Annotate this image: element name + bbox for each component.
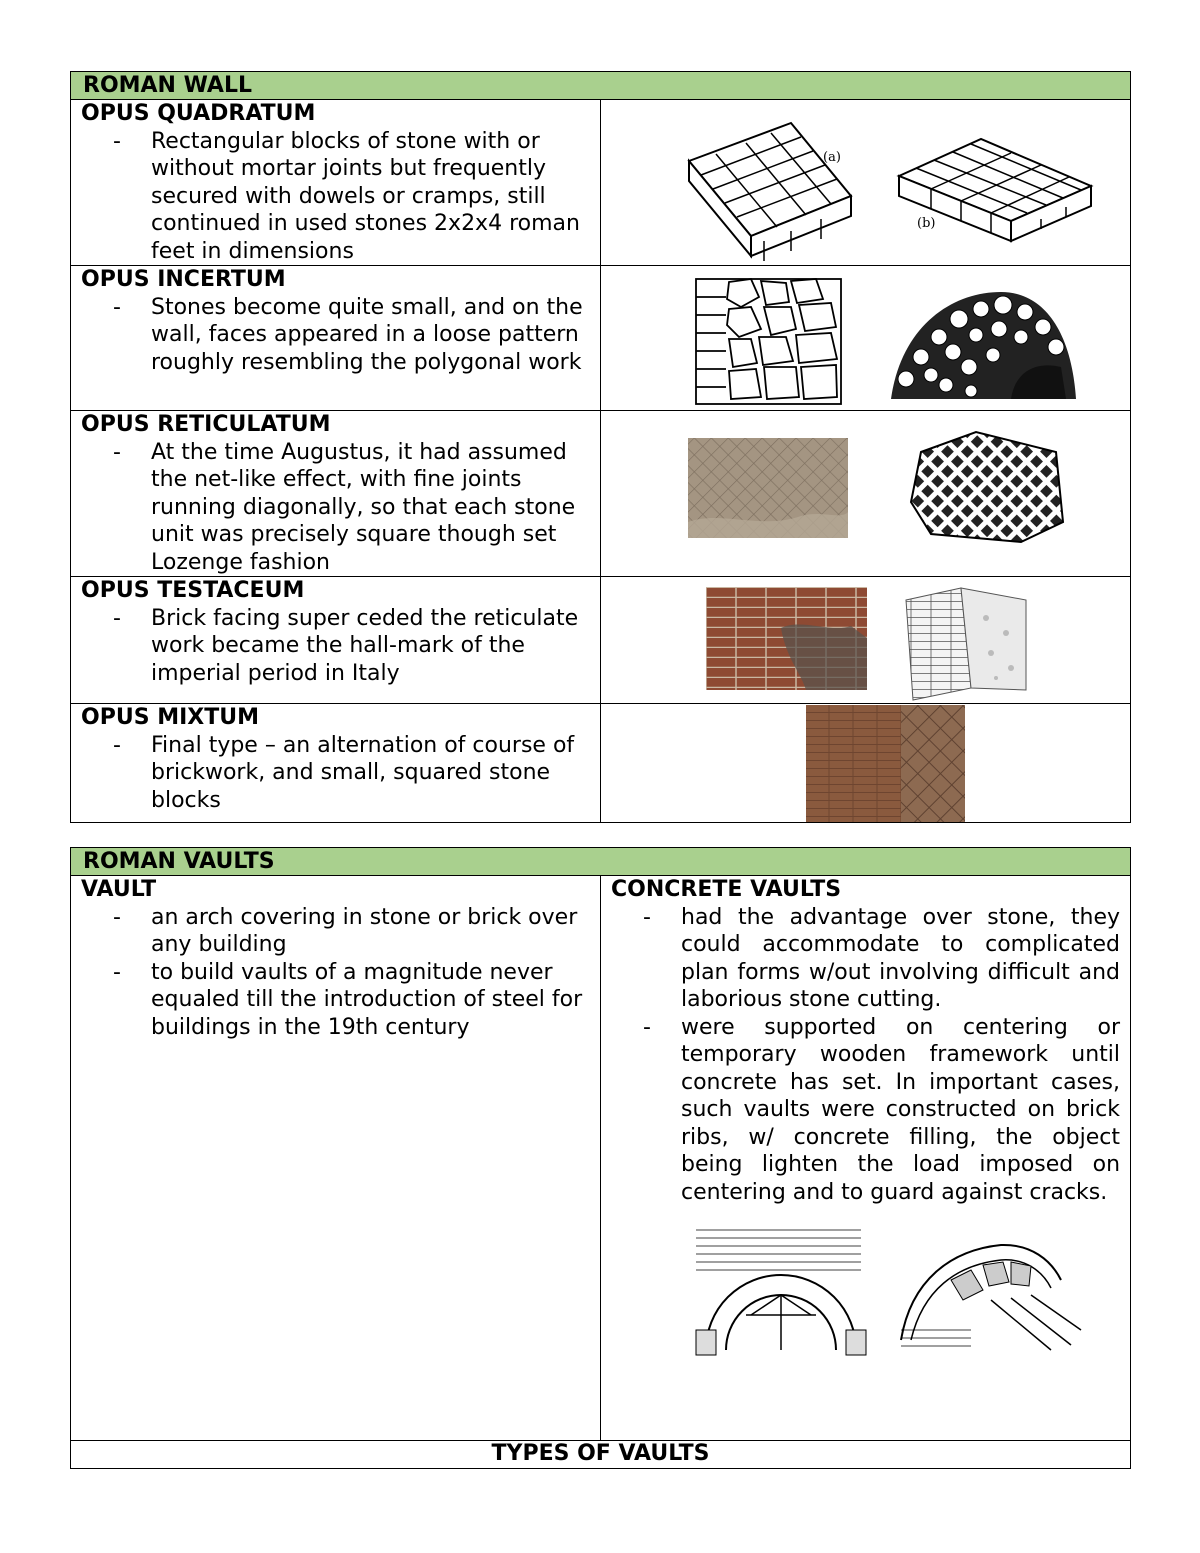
wall-row-quadratum xyxy=(71,100,1131,266)
concrete-vaults-title: CONCRETE VAULTS xyxy=(611,877,842,902)
wall-image-cell xyxy=(601,704,1131,823)
wall-text-cell xyxy=(71,704,601,823)
bullet: - an arch covering in stone or brick over any building xyxy=(113,904,590,959)
wall-image-cell xyxy=(601,411,1131,577)
roman-vaults-table xyxy=(70,847,1131,1469)
roman-vaults-header: ROMAN VAULTS xyxy=(71,848,1131,876)
reticulatum-drawing xyxy=(911,432,1063,542)
bullet: - Final type – an alternation of course of brickwork, and small, squared stone blocks xyxy=(113,732,590,815)
row-title: OPUS QUADRATUM xyxy=(81,101,316,126)
wall-image-cell xyxy=(601,100,1131,266)
types-of-vaults-title: TYPES OF VAULTS xyxy=(71,1441,1131,1469)
row-title: OPUS MIXTUM xyxy=(81,705,259,730)
brick-rib-vault-drawing xyxy=(901,1245,1081,1350)
bullet: - had the advantage over stone, they could accommodate to complicated plan forms w/out involving difficult and laborious stone cutting. xyxy=(643,904,1120,1014)
centering-arch-drawing xyxy=(696,1230,866,1355)
wall-image-cell xyxy=(601,577,1131,704)
bullet: - Brick facing super ceded the reticulate work became the hall-mark of the imperial period in Italy xyxy=(113,605,590,688)
wall-row-testaceum xyxy=(71,577,1131,704)
wall-image-cell xyxy=(601,266,1131,411)
wall-text-cell xyxy=(71,411,601,577)
concrete-vault-drawings xyxy=(611,1220,1121,1360)
testaceum-images xyxy=(601,578,1131,703)
wall-text-cell xyxy=(71,577,601,704)
bullet: - were supported on centering or temporary wooden framework until concrete has set. In important cases, such vaults were constructed on brick ribs, w/ concrete filling, the object being lighten the load imposed on centering and to guard against cracks. xyxy=(643,1014,1120,1207)
roman-wall-header: ROMAN WALL xyxy=(71,72,1131,100)
reticulatum-images xyxy=(601,412,1131,576)
bullet: - At the time Augustus, it had assumed the net-like effect, with fine joints running diagonally, so that each stone unit was precisely square though set Lozenge fashion xyxy=(113,439,590,577)
fig-label-a: (a) xyxy=(823,149,841,165)
fig-label-b: (b) xyxy=(917,215,936,231)
wall-text-cell xyxy=(71,266,601,411)
wall-row-reticulatum xyxy=(71,411,1131,577)
testaceum-drawing xyxy=(906,588,1026,700)
mixtum-photo xyxy=(601,705,1131,822)
row-title: OPUS TESTACEUM xyxy=(81,578,305,603)
incertum-drawing xyxy=(601,267,1131,410)
wall-row-incertum xyxy=(71,266,1131,411)
row-title: OPUS INCERTUM xyxy=(81,267,286,292)
wall-text-cell xyxy=(71,100,601,266)
incertum-arch xyxy=(891,292,1076,399)
concrete-vaults-cell xyxy=(601,876,1131,1441)
wall-row-mixtum xyxy=(71,704,1131,823)
quadratum-drawing xyxy=(601,101,1131,265)
vault-cell xyxy=(71,876,601,1441)
bullet: - Stones become quite small, and on the wall, faces appeared in a loose pattern roughly resembling the polygonal work xyxy=(113,294,590,377)
vault-title: VAULT xyxy=(81,877,157,902)
row-title: OPUS RETICULATUM xyxy=(81,412,331,437)
bullet: - Rectangular blocks of stone with or without mortar joints but frequently secured with dowels or cramps, still continued in used stones 2x2x4 roman feet in dimensions xyxy=(113,128,590,266)
bullet: - to build vaults of a magnitude never equaled till the introduction of steel for buildings in the 19th century xyxy=(113,959,590,1042)
roman-wall-table xyxy=(70,71,1131,823)
